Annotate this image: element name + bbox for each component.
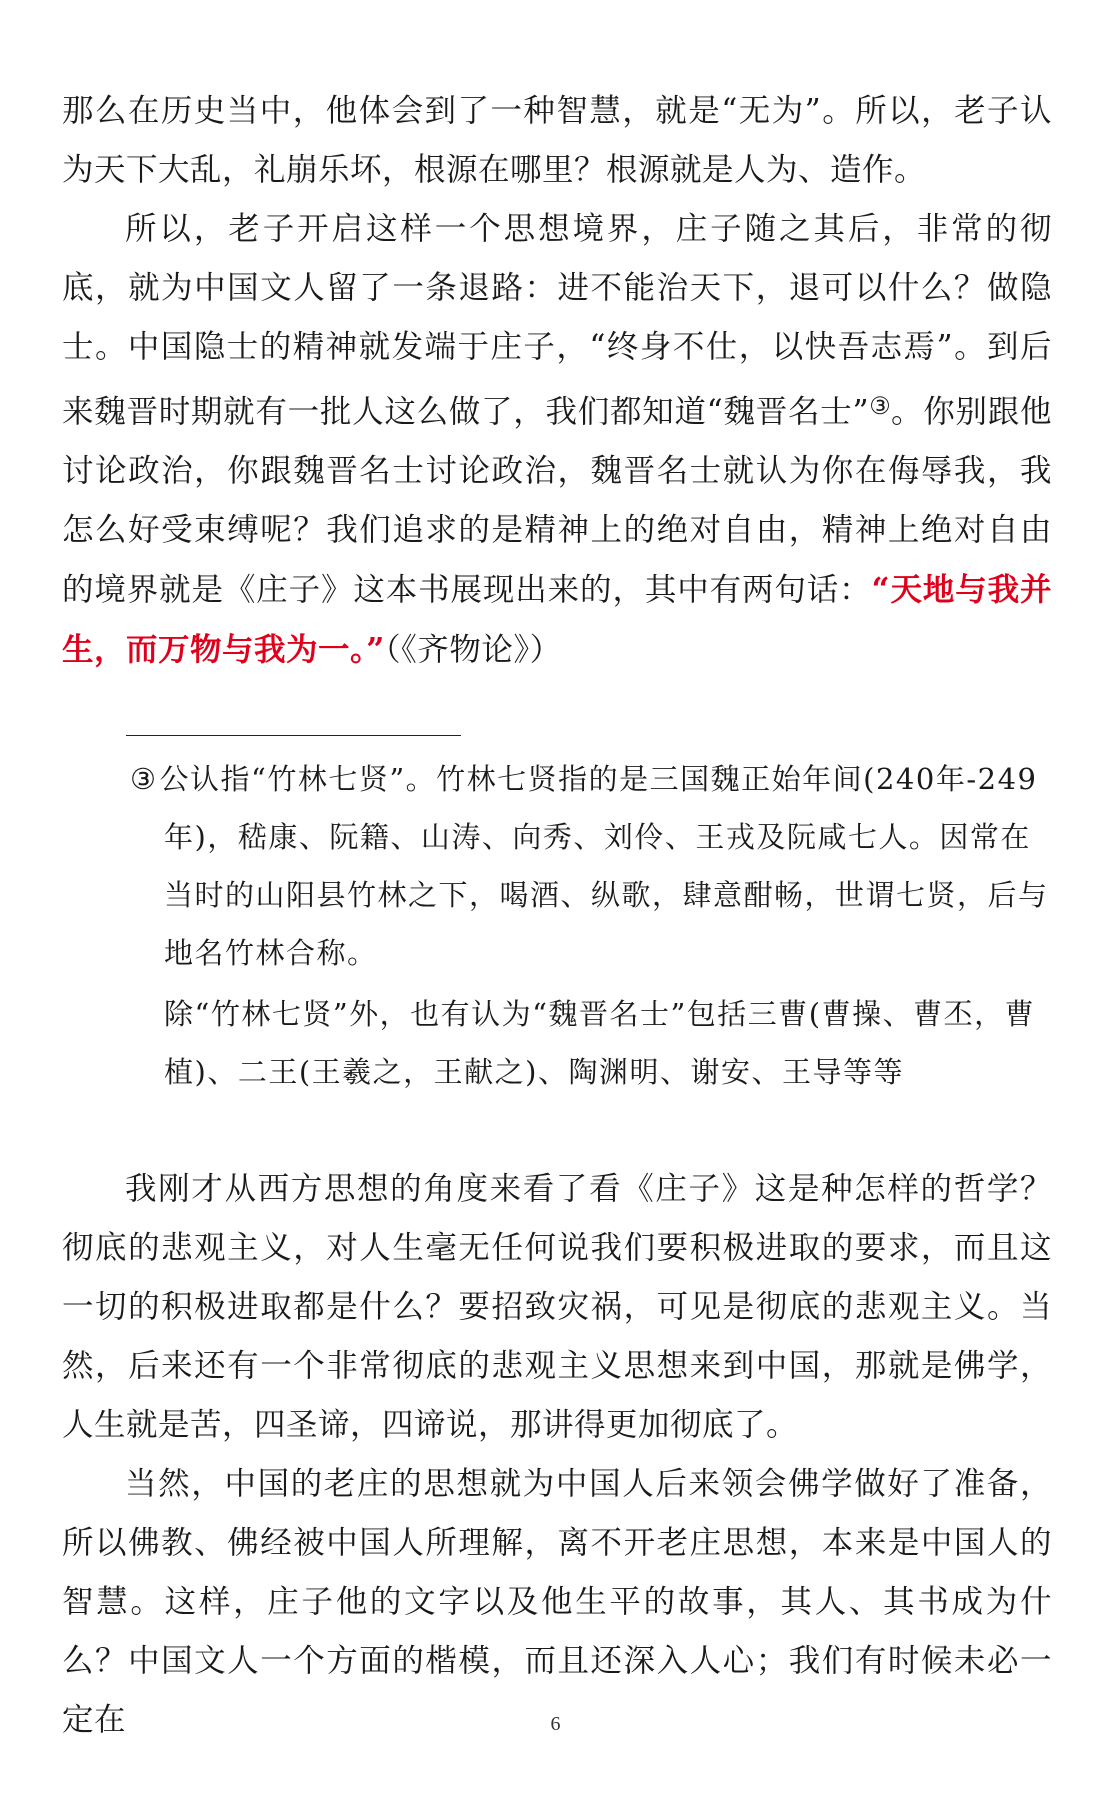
footnote-reference[interactable]: ③ [869, 392, 892, 420]
paragraph-hermit-part1: 所以，老子开启这样一个思想境界，庄子随之其后，非常的彻底，就为中国文人留了一条退路：进不能治天下，退可以什么？做隐士。中国隐士的精神就发端于庄子，“终身不仕，以快吾志焉”。到后来魏晋时期就有一批人这么做了，我们都知道“魏晋名士” [62, 211, 1052, 430]
paragraph-hermit [62, 200, 1052, 680]
paragraph-continued: 那么在历史当中，他体会到了一种智慧，就是“无为”。所以，老子认为天下大乱，礼崩乐坏，根源在哪里？根源就是人为、造作。 [62, 93, 1052, 188]
paragraph-pessimism: 我刚才从西方思想的角度来看了看《庄子》这是种怎样的哲学？彻底的悲观主义，对人生毫无任何说我们要积极进取的要求，而且这一切的积极进取都是什么？要招致灾祸，可见是彻底的悲观主义。当然，后来还有一个非常彻底的悲观主义思想来到中国，那就是佛学，人生就是苦，四圣谛，四谛说，那讲得更加彻底了。 [62, 1171, 1052, 1443]
paragraph-hermit-part2: 。你别跟他讨论政治，你跟魏晋名士讨论政治，魏晋名士就认为你在侮辱我，我怎么好受束缚呢？我们追求的是精神上的绝对自由，精神上绝对自由的境界就是《庄子》这本书展现出来的，其中有两句话： [62, 394, 1052, 608]
footnote-text-1: 公认指“竹林七贤”。竹林七贤指的是三国魏正始年间(240年-249年)，嵇康、阮籍、山涛、向秀、刘伶、王戎及阮咸七人。因常在当时的山阳县竹林之下，喝酒、纵歌，肆意酣畅，世谓七贤，后与地名竹林合称。 [159, 762, 1049, 970]
footnote-2 [164, 985, 1055, 1101]
emphasized-quote: “天地与我并生，而万物与我为一。” [62, 571, 1052, 668]
footnote-separator [126, 735, 461, 736]
page-number: 6 [550, 1713, 561, 1735]
text-block-bottom [62, 1160, 1052, 1750]
paragraph-buddhism: 当然，中国的老庄的思想就为中国人后来领会佛学做好了准备，所以佛教、佛经被中国人所理解，离不开老庄思想，本来是中国人的智慧。这样，庄子他的文字以及他生平的故事，其人、其书成为什么？中国文人一个方面的楷模，而且还深入人心；我们有时候未必一定在 [62, 1466, 1052, 1738]
footnote-1 [130, 750, 1055, 982]
text-block-top [62, 82, 1052, 680]
footnote-mark: ③ [130, 762, 158, 796]
footnote-text-2: 除“竹林七贤”外，也有认为“魏晋名士”包括三曹(曹操、曹丕，曹植)、二王(王羲之，王献之)、陶渊明、谢安、王导等等 [164, 997, 1036, 1089]
quote-source: （《齐物论》） [384, 632, 562, 668]
